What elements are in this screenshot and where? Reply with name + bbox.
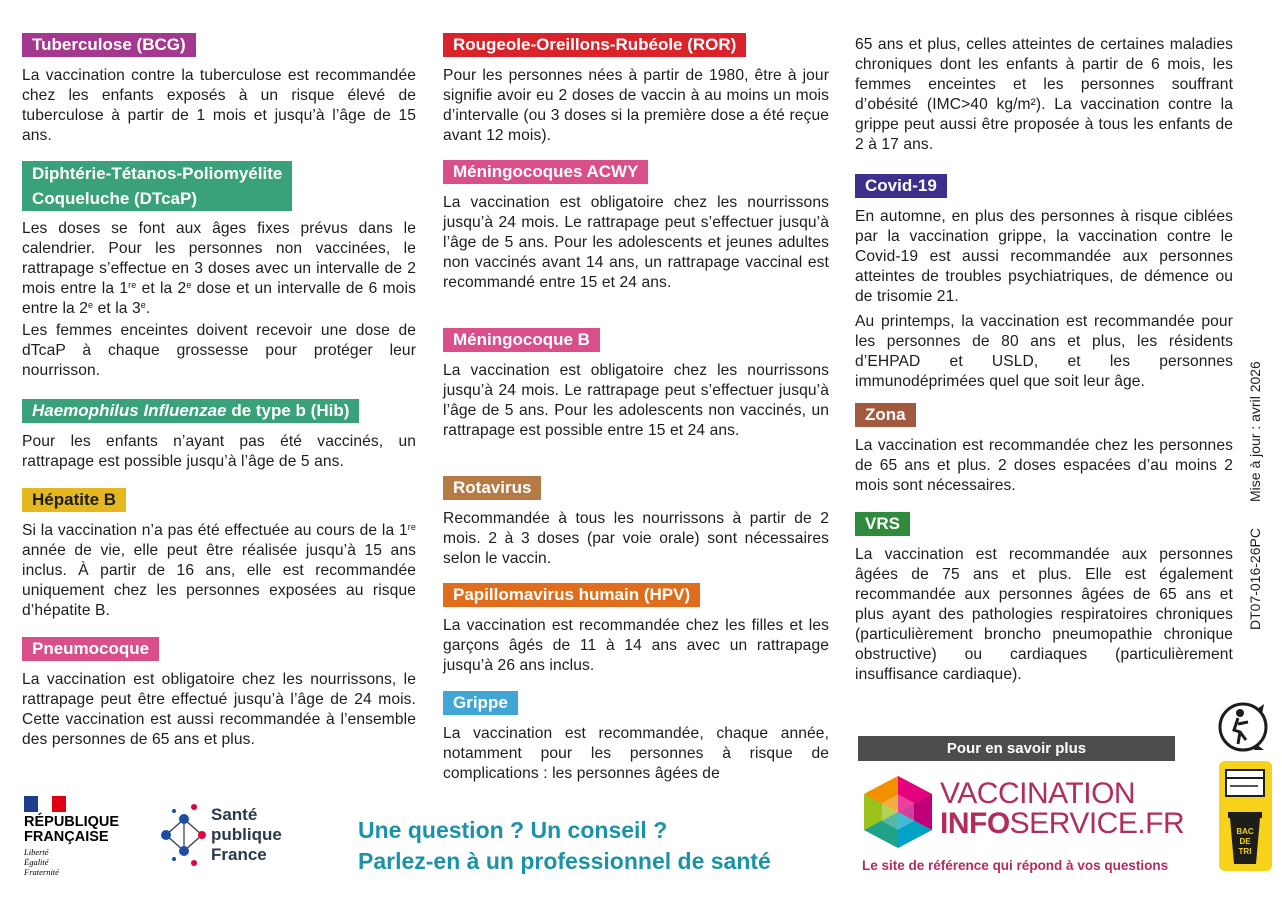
vis-tagline: Le site de référence qui répond à vos questions xyxy=(862,858,1169,873)
svg-text:TRI: TRI xyxy=(1238,847,1252,856)
section-grippe-cont xyxy=(855,35,1233,155)
vrs-title: VRS xyxy=(855,512,910,536)
hib-title: Haemophilus Influenzae de type b (Hib) xyxy=(22,399,359,423)
grippe-continued-text: 65 ans et plus, celles atteintes de certaines maladies chroniques dont les enfants à partir de 6 mois, les femmes enceintes et les personnes souffrant d’obésité (IMC>40 kg/m²). La vaccination contre la grippe peut aussi être proposée à tous les enfants de 2 à 17 ans. xyxy=(855,36,1233,153)
pneumo-text: La vaccination est obligatoire chez les nourrissons, le rattrapage peut être effectué jusqu’à l’âge de 24 mois. Cette vaccination est aussi recommandée à l’ensemble des personnes de 65 ans et plus. xyxy=(22,671,416,748)
hepb-text: Si la vaccination n’a pas été effectuée au cours de la 1re année de vie, elle peut être réalisée jusqu’à 15 ans inclus. À partir de 16 ans, elle est recommandée uniquement chez les personnes exposées au risque d’hépatite B. xyxy=(22,522,416,619)
section-menb xyxy=(443,328,829,441)
french-flag-icon xyxy=(24,796,66,812)
hepb-title: Hépatite B xyxy=(22,488,126,512)
zona-title: Zona xyxy=(855,403,916,427)
dtcap-title-line2: Coqueluche (DTcaP) xyxy=(32,189,197,208)
grippe-text: La vaccination est recommandée, chaque année, notamment pour les personnes à risque de complications : les personnes âgées de xyxy=(443,725,829,782)
update-date: Mise à jour : avril 2026 xyxy=(1247,361,1263,502)
zona-text: La vaccination est recommandée chez les personnes de 65 ans et plus. 2 doses espacées d’au moins 2 mois sont nécessaires. xyxy=(855,437,1233,494)
menb-text: La vaccination est obligatoire chez les nourrissons jusqu’à 24 mois. Le rattrapage peut s’effectuer jusqu’à l’âge de 5 ans. Pour les adolescents non vaccinés, un rattrapage est possible entre 15 et 24 ans. xyxy=(443,362,829,439)
section-zona xyxy=(855,403,1233,496)
dtcap-text: Les doses se font aux âges fixes prévus dans le calendrier. Pour les personnes non vaccinées, le rattrapage s’effectue en 3 doses avec un intervalle de 2 mois entre la 1re et la 2e dose et un intervalle de 6 mois entre la 2e et la 3e. Les femmes enceintes doivent recevoir une dose de dTcaP à chaque grossesse pour protéger leur nourrisson. xyxy=(22,220,416,379)
covid-text: En automne, en plus des personnes à risque ciblées par la vaccination grippe, la vaccination contre le Covid-19 est aussi recommandée aux personnes atteintes de troubles psychiatriques, de démence ou de trisomie 21. Au printemps, la vaccination est recommandée pour les personnes de 80 ans et plus, les résidents d’EHPAD et USLD, et les personnes immunodéprimées quel que soit leur âge. xyxy=(855,208,1233,390)
savoir-plus-bar: Pour en savoir plus xyxy=(858,736,1175,761)
bcg-title: Tuberculose (BCG) xyxy=(22,33,196,57)
bcg-text: La vaccination contre la tuberculose est recommandée chez les enfants exposés à un risque élevé de tuberculose à partir de 1 mois et jusqu’à l’âge de 15 ans. xyxy=(22,67,416,144)
section-ror xyxy=(443,33,829,146)
sante-publique-france-logo xyxy=(158,799,308,871)
section-pneumo xyxy=(22,637,416,750)
dtcap-text2: Les femmes enceintes doivent recevoir une dose de dTcaP à chaque grossesse pour protéger leur nourrisson. xyxy=(22,322,416,379)
hpv-text: La vaccination est recommandée chez les filles et les garçons âgés de 11 à 14 ans avec un rattrapage jusqu’à 26 ans inclus. xyxy=(443,617,829,674)
menb-title: Méningocoque B xyxy=(443,328,600,352)
svg-text:BAC: BAC xyxy=(1236,827,1254,836)
section-covid xyxy=(855,174,1233,392)
section-hepb xyxy=(22,488,416,621)
vrs-text: La vaccination est recommandée aux personnes âgées de 75 ans et plus. Elle est également recommandée aux personnes âgées de 65 ans et plus ayant des pathologies respiratoires chroniques (particulièrement broncho pneumopathie chronique obstructive) ou cardiaques (particulièrement insuffisance cardiaque). xyxy=(855,546,1233,683)
hpv-title: Papillomavirus humain (HPV) xyxy=(443,583,700,607)
ror-title: Rougeole-Oreillons-Rubéole (ROR) xyxy=(443,33,746,57)
pneumo-title: Pneumocoque xyxy=(22,637,159,661)
acwy-text: La vaccination est obligatoire chez les nourrissons jusqu’à 24 mois. Le rattrapage peut s’effectuer jusqu’à l’âge de 5 ans. Pour les adolescents et jeunes adultes non vaccinés avant 14 ans, un rattrapage vaccinal est recommandé entre 15 et 24 ans. xyxy=(443,194,829,291)
vis-line1: VACCINATION xyxy=(940,777,1136,810)
vis-hexagon-icon xyxy=(862,774,934,850)
acwy-title: Méningocoques ACWY xyxy=(443,160,648,184)
hib-text: Pour les enfants n’ayant pas été vaccinés, un rattrapage est possible jusqu’à l’âge de 5 ans. xyxy=(22,433,416,470)
rota-title: Rotavirus xyxy=(443,476,541,500)
dtcap-title-line1: Diphtérie-Tétanos-Poliomyélite xyxy=(32,164,283,183)
section-vrs xyxy=(855,512,1233,685)
rf-name: RÉPUBLIQUE FRANÇAISE xyxy=(24,814,120,845)
section-hib xyxy=(22,399,416,472)
dtcap-title xyxy=(22,161,292,211)
section-bcg xyxy=(22,33,416,146)
section-rota xyxy=(443,476,829,569)
vis-line2: INFOSERVICE.FR xyxy=(940,807,1185,840)
republique-francaise-logo xyxy=(24,796,134,886)
grippe-title: Grippe xyxy=(443,691,518,715)
ror-text: Pour les personnes nées à partir de 1980, être à jour signifie avoir eu 2 doses de vaccin à au moins un mois d’intervalle (ou 3 doses si la première dose a été reçue avant 12 mois). xyxy=(443,67,829,144)
bac-de-tri-icon xyxy=(1218,760,1273,872)
svg-text:DE: DE xyxy=(1239,837,1251,846)
triman-recycle-icon xyxy=(1216,700,1270,754)
section-dtcap xyxy=(22,161,416,381)
section-acwy xyxy=(443,160,829,293)
covid-title: Covid-19 xyxy=(855,174,947,198)
section-hpv xyxy=(443,583,829,676)
document-code: DT07-016-26PC xyxy=(1247,528,1263,630)
vaccination-info-service-logo[interactable] xyxy=(862,774,1185,854)
rota-text: Recommandée à tous les nourrissons à partir de 2 mois. 2 à 3 doses (par voie orale) sont nécessaires selon le vaccin. xyxy=(443,510,829,567)
rf-motto: Liberté Égalité Fraternité xyxy=(24,847,59,877)
section-grippe xyxy=(443,691,829,784)
spf-dots-icon xyxy=(158,799,210,871)
question-tagline: Une question ? Un conseil ? Parlez-en à un professionnel de santé xyxy=(358,817,771,874)
spf-text: Santé publique France xyxy=(211,805,282,864)
